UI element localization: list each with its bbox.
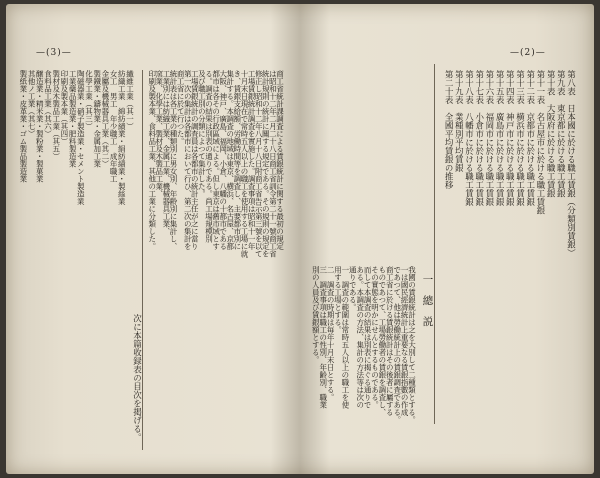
toc-entry: 第十七表 小倉市に於ける職工賃銀 — [473, 70, 484, 206]
text-column: 商工省統計課調査による賃銀統計に関する最初の規定 — [275, 70, 285, 250]
toc-divider — [434, 64, 435, 424]
section-text-column: 商工省に於ける賃銀統計はその後者に屬する — [385, 266, 395, 416]
text-column: 統計規則の統計に關する規定である。その規則の規定を — [261, 70, 271, 258]
list-item: 其他ノ工業（其七） — [27, 70, 37, 138]
section-text-column: ものであつて、工場勞働者の賃銀を調査し、 — [377, 266, 387, 416]
list-item: 醸造業・精米業・製粉業・製菓業 — [35, 70, 45, 183]
list-item: 製鐵業・鑄物業・金属加工業 — [92, 70, 102, 168]
text-column: 工場賃銀統計の調査員は各都市の統計主任が之に當り — [190, 70, 200, 250]
left-list-divider — [142, 70, 143, 450]
toc-entry: 第十九表 業種別平均賃銀 — [453, 70, 464, 172]
text-column: 大阪、神戸、廣島、福岡、小倉、八幡の十都市である — [218, 70, 228, 250]
section-text-column: 三 調査事項は職工の性別、年齢別、職業 — [318, 266, 328, 409]
text-column: 集計する。本調査の地域は東京、横浜、名古屋、京都 — [225, 70, 235, 250]
section-text-column: 別の人員及び賃銀額とする。 — [311, 266, 321, 364]
list-item: 工業藥品製造業・肥料製造業 — [68, 70, 78, 168]
section-text-column: 通りである。 — [348, 266, 358, 311]
list-item: 陶磁器業・硝子製造業・セメント製造業 — [76, 70, 86, 205]
list-item: 製紙業・皮革業・ゴム製品製造業 — [18, 70, 28, 183]
toc-entry: 第十二表 京都市に於ける職工賃銀 — [524, 70, 535, 206]
toc-entry: 第二十表 全國平均賃銀の推移 — [443, 70, 454, 189]
list-item: 印刷及製本業（其四） — [59, 70, 69, 145]
toc-entry: 第十一表 名古屋市に於ける職工賃銀 — [534, 70, 545, 215]
text-column: 第一次の集計は各都市において行ひ、第二次の集計を — [183, 70, 193, 250]
list-item: 食料品工業（其六） — [43, 70, 53, 138]
text-column: 十月末日現在で常時五人以上の職工を使用する工場に就 — [240, 70, 249, 258]
text-column: き、賃銀支給額、労働時間等を調査し、主要都市別に — [232, 70, 242, 250]
toc-entry: 第十三表 横浜市に於ける職工賃銀 — [514, 70, 525, 206]
text-column: 都市は各その行政區域による。但し東京は舊市域とす — [211, 70, 221, 250]
text-column: 工場賃銀統計調査を實施した。調査事項は昭和十一年 — [247, 70, 257, 250]
section-text-column: ある。本調査の方法、集計の方法等は次の — [355, 266, 365, 409]
toc-entry: 第八表 日本國に於ける職工賃銀（分類別賃銀） — [565, 70, 576, 257]
toc-entry: 第十五表 廣島市に於ける職工賃銀 — [494, 70, 505, 206]
list-item: 化學工業（其三） — [84, 70, 94, 130]
text-column: 印刷及製本業、食料品工業、其他の工業に分類した。 — [147, 70, 157, 250]
left-page — [6, 4, 300, 474]
list-heading-text: 次に本篇收録表の目次を掲げる。 — [131, 314, 142, 442]
right-page-number: —(2)— — [510, 48, 546, 58]
list-item: 纎維工業（其一） — [125, 70, 135, 130]
text-column: 商工省に於て行つた。 — [176, 70, 186, 145]
section-text-column: 一 調査の範圍は常時五人以上の職工を使 — [340, 266, 350, 409]
toc-entry: 第十四表 神戸市に於ける職工賃銀 — [504, 70, 515, 206]
text-column: 窯業、化學工業、製材及木製品工業、 — [154, 70, 164, 198]
list-item: 製材及木製品工業（其五） — [51, 70, 61, 160]
toc-entry: 第九表 東京都に於ける職工賃銀 — [555, 70, 566, 198]
text-column: 修正し昭和十二年八月十八日附商工省告示第三號を以て — [254, 70, 264, 258]
text-column: る。調査の結果は別表の通りである。尚工場規模別 — [204, 70, 214, 243]
list-item: 紡織工業 綿紡績業・絹紡績業・製絲業 — [117, 70, 127, 205]
section-text-column: であつて、他は勞働統計上の賃銀調査である。 — [392, 266, 402, 424]
section-text-column: その實態を明かにせんとするものである。 — [370, 266, 380, 409]
text-column: 統計表は各工業の種類別に男女別、年齢別に集計し、 — [169, 70, 178, 250]
section-text-column: 而して本調査の結果は別表に揭ぐる通りで — [363, 266, 373, 409]
section-text-column: 一は國民經濟統計上重要なる賃銀指數の作成 — [400, 266, 410, 416]
list-item: 女工 男工 年少職工 成年職工 — [109, 70, 119, 183]
text-column: 及び職工別の分類によつて集計した。 — [197, 70, 207, 198]
left-page-number: —(3)— — [36, 48, 72, 58]
section-text-column: 我國の賃銀統計は之を大別して二種類とする。 — [407, 266, 417, 424]
list-item: 金屬及機械器具工業（其二） — [100, 70, 110, 168]
text-column: 工業別には紡織工業、金属工業、機械器具工業、 — [161, 70, 171, 235]
text-column: は昭和十二年二月二十八日商工省訓令第二十一號商工省 — [268, 70, 278, 258]
section-title-text: 一 總 説 — [421, 274, 434, 327]
section-text-column: 二 調査の時期は毎年十月末日とする。 — [326, 266, 336, 401]
toc-entry: 第十表 大阪府に於ける職工賃銀 — [545, 70, 556, 198]
section-text-column: 用する工場とする。 — [333, 266, 343, 334]
right-page — [300, 4, 594, 474]
book-spread — [6, 4, 594, 474]
toc-entry: 第十六表 福岡市に於ける職工賃銀 — [483, 70, 494, 206]
toc-entry: 第十八表 八幡市に於ける職工賃銀 — [463, 70, 474, 206]
